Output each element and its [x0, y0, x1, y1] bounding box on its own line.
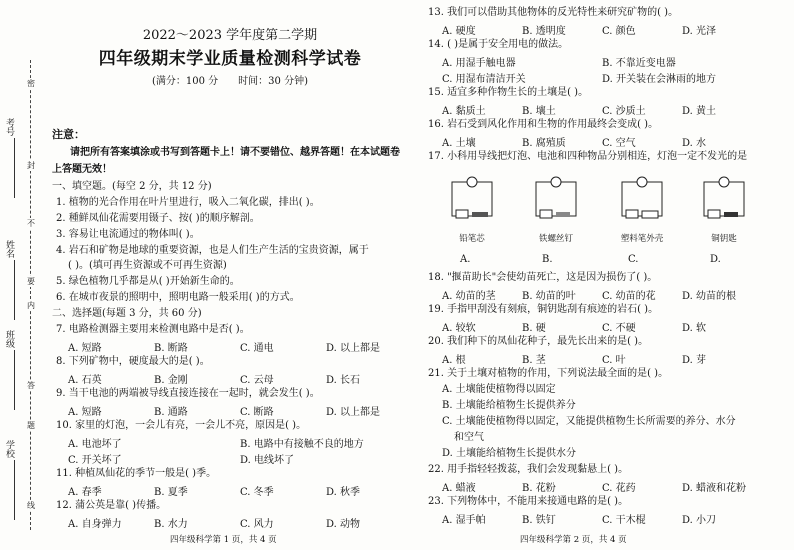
option-d[interactable]: D. 蜡液和花粉: [682, 483, 747, 494]
option-c[interactable]: C. 花药: [602, 483, 636, 494]
option-c[interactable]: C. 颜色: [602, 26, 636, 37]
option-c[interactable]: C. 断路: [240, 407, 274, 418]
option-b[interactable]: B. 电路中有接触不良的地方: [240, 439, 364, 450]
option-b[interactable]: B. 透明度: [522, 26, 566, 37]
option-d[interactable]: D. 动物: [326, 519, 361, 530]
question-9: 9. 当干电池的两端被导线直接连接在一起时，就会发生( )。: [56, 388, 320, 399]
option-a[interactable]: A. 用湿手触电器: [442, 58, 516, 69]
option-a[interactable]: A. 电池坏了: [68, 439, 122, 450]
battery-icon: [626, 210, 638, 218]
option-a[interactable]: A. 较软: [442, 323, 476, 334]
option-a[interactable]: A. 土壤: [442, 138, 476, 149]
page-footer: 四年级科学第 1 页，共 4 页: [170, 535, 277, 545]
option-d[interactable]: D. 开关装在会淋雨的地方: [602, 74, 717, 85]
option-d[interactable]: D. 电线坏了: [240, 455, 295, 466]
binding-mark: 封: [27, 161, 35, 170]
binding-field-exam-number: [4, 118, 24, 198]
option-d[interactable]: D. 以上都是: [326, 407, 381, 418]
option-a[interactable]: A. 短路: [68, 343, 102, 354]
option-b[interactable]: B. 铁钉: [522, 515, 556, 526]
question-4-cont: ( )。(填可再生资源或不可再生资源): [68, 260, 227, 271]
binding-mark: 内: [27, 301, 35, 310]
binding-margin: [0, 0, 42, 550]
plastic-shell-icon: [642, 211, 658, 218]
question-5: 5. 绿色植物几乎都是从( )开始新生命的。: [56, 276, 240, 287]
option-c[interactable]: C. 干木棍: [602, 515, 646, 526]
exam-meta: (满分：100 分 时间：30 分钟): [152, 76, 308, 87]
binding-mark: 线: [27, 501, 35, 510]
binding-mark: 题: [27, 421, 35, 430]
option-a[interactable]: A. 春季: [68, 487, 102, 498]
section-choice: 二、选择题(每题 3 分，共 60 分): [52, 308, 202, 319]
option-a[interactable]: A. 自身弹力: [68, 519, 122, 530]
binding-mark: 要: [27, 277, 35, 286]
question-22: 22. 用手指轻轻拨蕊，我们会发现黏悬上( )。: [428, 464, 629, 475]
binding-mark: 密: [27, 79, 35, 88]
circuit-c: [622, 177, 662, 218]
page-2: [424, 0, 786, 550]
binding-label: 班级: [4, 330, 14, 348]
option-b[interactable]: B. 花粉: [522, 483, 556, 494]
option-b[interactable]: B. 硬: [522, 323, 546, 334]
option-c[interactable]: C. 沙质土: [602, 106, 646, 117]
fill-line: [14, 460, 15, 520]
option-d[interactable]: D. 芽: [682, 355, 707, 366]
option-d[interactable]: D. 光泽: [682, 26, 717, 37]
option-a[interactable]: A. 短路: [68, 407, 102, 418]
question-14: 14. ( )是属于安全用电的做法。: [428, 39, 569, 50]
option-b[interactable]: B. 夏季: [154, 487, 188, 498]
key-icon: [724, 212, 738, 217]
notice-body: 请把所有答案填涂或书写到答题卡上！请不要错位、越界答题！在本试题卷上答题无效！: [52, 147, 400, 175]
circuit-d-caption: 铜钥匙: [711, 234, 737, 244]
battery-icon: [708, 210, 720, 218]
option-c[interactable]: C. 用湿布清洁开关: [442, 74, 526, 85]
circuit-d: [704, 177, 744, 218]
page-footer: 四年级科学第 2 页，共 4 页: [520, 535, 627, 545]
option-a[interactable]: A.: [460, 254, 471, 265]
option-a[interactable]: A. 蜡液: [442, 483, 476, 494]
question-21: 21. 关于土壤对植物的作用，下列说法最全面的是( )。: [428, 368, 669, 379]
option-c[interactable]: C. 叶: [602, 355, 626, 366]
option-b[interactable]: B. 茎: [522, 355, 546, 366]
question-1: 1. 植物的光合作用在叶片里进行，吸入二氧化碳，排出( )。: [56, 197, 320, 208]
binding-label: 学校: [4, 440, 14, 458]
option-a[interactable]: A. 湿手帕: [442, 515, 486, 526]
battery-icon: [456, 210, 468, 218]
bulb-icon: [637, 177, 647, 187]
option-a[interactable]: A. 幼苗的茎: [442, 291, 496, 302]
option-c[interactable]: C. 冬季: [240, 487, 274, 498]
question-19: 19. 手指甲刮没有刻痕，铜钥匙刮有痕迹的岩石( )。: [428, 304, 659, 315]
question-23: 23. 下列物体中，不能用来接通电路的是( )。: [428, 496, 629, 507]
binding-label: 姓名: [4, 240, 14, 258]
question-13: 13. 我们可以借助其他物体的反光特性来研究矿物的( )。: [428, 7, 679, 18]
circuit-b-caption: 铁螺丝钉: [538, 234, 573, 244]
option-d[interactable]: D. 幼苗的根: [682, 291, 737, 302]
fill-line: [14, 350, 15, 410]
pencil-lead-icon: [472, 212, 488, 217]
option-b[interactable]: B. 土壤能给植物生长提供养分: [442, 400, 576, 411]
option-a[interactable]: A. 硬度: [442, 26, 476, 37]
option-a[interactable]: A. 土壤能使植物得以固定: [442, 384, 556, 395]
question-11: 11. 种植凤仙花的季节一般是( )季。: [56, 468, 217, 479]
question-15: 15. 适宜多种作物生长的土壤是( )。: [428, 87, 589, 98]
circuit-c-caption: 塑料笔外壳: [620, 234, 664, 244]
option-a[interactable]: A. 根: [442, 355, 466, 366]
binding-field-school: [4, 440, 24, 520]
fill-line: [14, 260, 15, 320]
option-a[interactable]: A. 黏质土: [442, 106, 486, 117]
question-3: 3. 容易让电流通过的物体叫( )。: [56, 229, 200, 240]
bulb-icon: [551, 177, 561, 187]
question-17: 17. 小科用导线把灯泡、电池和四种物品分别相连，灯泡一定不发光的是: [428, 151, 748, 162]
option-b[interactable]: B. 不靠近变电器: [602, 58, 676, 69]
option-d[interactable]: D.: [710, 254, 721, 265]
option-c[interactable]: C. 土壤能使植物得以固定，又能提供植物生长所需要的养分、水分: [442, 416, 736, 427]
circuit-b: [536, 177, 576, 218]
question-12: 12. 蒲公英是靠( )传播。: [56, 500, 167, 511]
section-fill-in: 一、填空题。(每空 2 分，共 12 分): [52, 181, 212, 192]
circuit-a-caption: 铅笔芯: [459, 234, 485, 244]
fill-line: [14, 138, 15, 198]
option-b[interactable]: B. 腐殖质: [522, 138, 566, 149]
option-c[interactable]: C. 风力: [240, 519, 274, 530]
bulb-icon: [719, 177, 729, 187]
bulb-icon: [467, 177, 477, 187]
option-c[interactable]: C.: [628, 254, 639, 265]
option-b[interactable]: B. 金刚: [154, 375, 188, 386]
option-c[interactable]: C. 不硬: [602, 323, 636, 334]
question-6: 6. 在城市夜景的照明中，照明电路一般采用( )的方式。: [56, 292, 300, 303]
option-c[interactable]: C. 通电: [240, 343, 274, 354]
option-b[interactable]: B. 断路: [154, 343, 188, 354]
binding-mark: 答: [27, 381, 35, 390]
option-d[interactable]: D. 长石: [326, 375, 361, 386]
option-c[interactable]: C. 云母: [240, 375, 274, 386]
notice-title: 注意：: [52, 128, 85, 141]
binding-mark: 不: [27, 219, 35, 228]
option-b[interactable]: B. 壤土: [522, 106, 556, 117]
circuit-a: [452, 177, 492, 218]
screw-icon: [556, 212, 570, 217]
question-10: 10. 家里的灯泡，一会儿有亮，一会儿不亮，原因是( )。: [56, 420, 307, 431]
binding-field-name: [4, 240, 24, 320]
binding-label: 考号: [4, 118, 14, 136]
option-d[interactable]: D. 秋季: [326, 487, 361, 498]
page-1: [46, 0, 414, 550]
option-d[interactable]: D. 水: [682, 138, 707, 149]
option-b[interactable]: B. 水力: [154, 519, 188, 530]
exam-title: 四年级期末学业质量检测科学试卷: [98, 49, 362, 69]
binding-field-class: [4, 330, 24, 410]
option-c[interactable]: C. 幼苗的花: [602, 291, 656, 302]
question-20: 20. 我们种下的凤仙花种子，最先长出来的是( )。: [428, 336, 649, 347]
option-a[interactable]: A. 石英: [68, 375, 102, 386]
option-d[interactable]: D. 土壤能给植物生长提供水分: [442, 448, 577, 459]
binding-dashed-line: [30, 60, 31, 530]
option-b[interactable]: B. 幼苗的叶: [522, 291, 576, 302]
question-4: 4. 岩石和矿物是地球的重要资源，也是人们生产生活的宝贵资源，属于: [56, 245, 369, 256]
question-8: 8. 下列矿物中，硬度最大的是( )。: [56, 356, 210, 367]
option-c[interactable]: C. 空气: [602, 138, 636, 149]
option-b[interactable]: B.: [542, 254, 553, 265]
question-16: 16. 岩石受到风化作用和生物的作用最终会变成( )。: [428, 119, 659, 130]
option-d[interactable]: D. 以上都是: [326, 343, 381, 354]
battery-icon: [540, 210, 552, 218]
question-18: 18. "揠苗助长"会使幼苗死亡，这是因为损伤了( )。: [428, 272, 658, 283]
option-d[interactable]: D. 小刀: [682, 515, 717, 526]
question-7: 7. 电路检测器主要用来检测电路中是否( )。: [56, 324, 250, 335]
question-2: 2. 種鲜凤仙花需要用镊子、按( )的顺序解剖。: [56, 213, 260, 224]
option-c[interactable]: C. 开关坏了: [68, 455, 122, 466]
option-d[interactable]: D. 软: [682, 323, 707, 334]
school-year: 2022～2023 学年度第二学期: [142, 28, 318, 43]
option-d[interactable]: D. 黄土: [682, 106, 717, 117]
option-c-cont: 和空气: [454, 432, 484, 443]
option-b[interactable]: B. 通路: [154, 407, 188, 418]
